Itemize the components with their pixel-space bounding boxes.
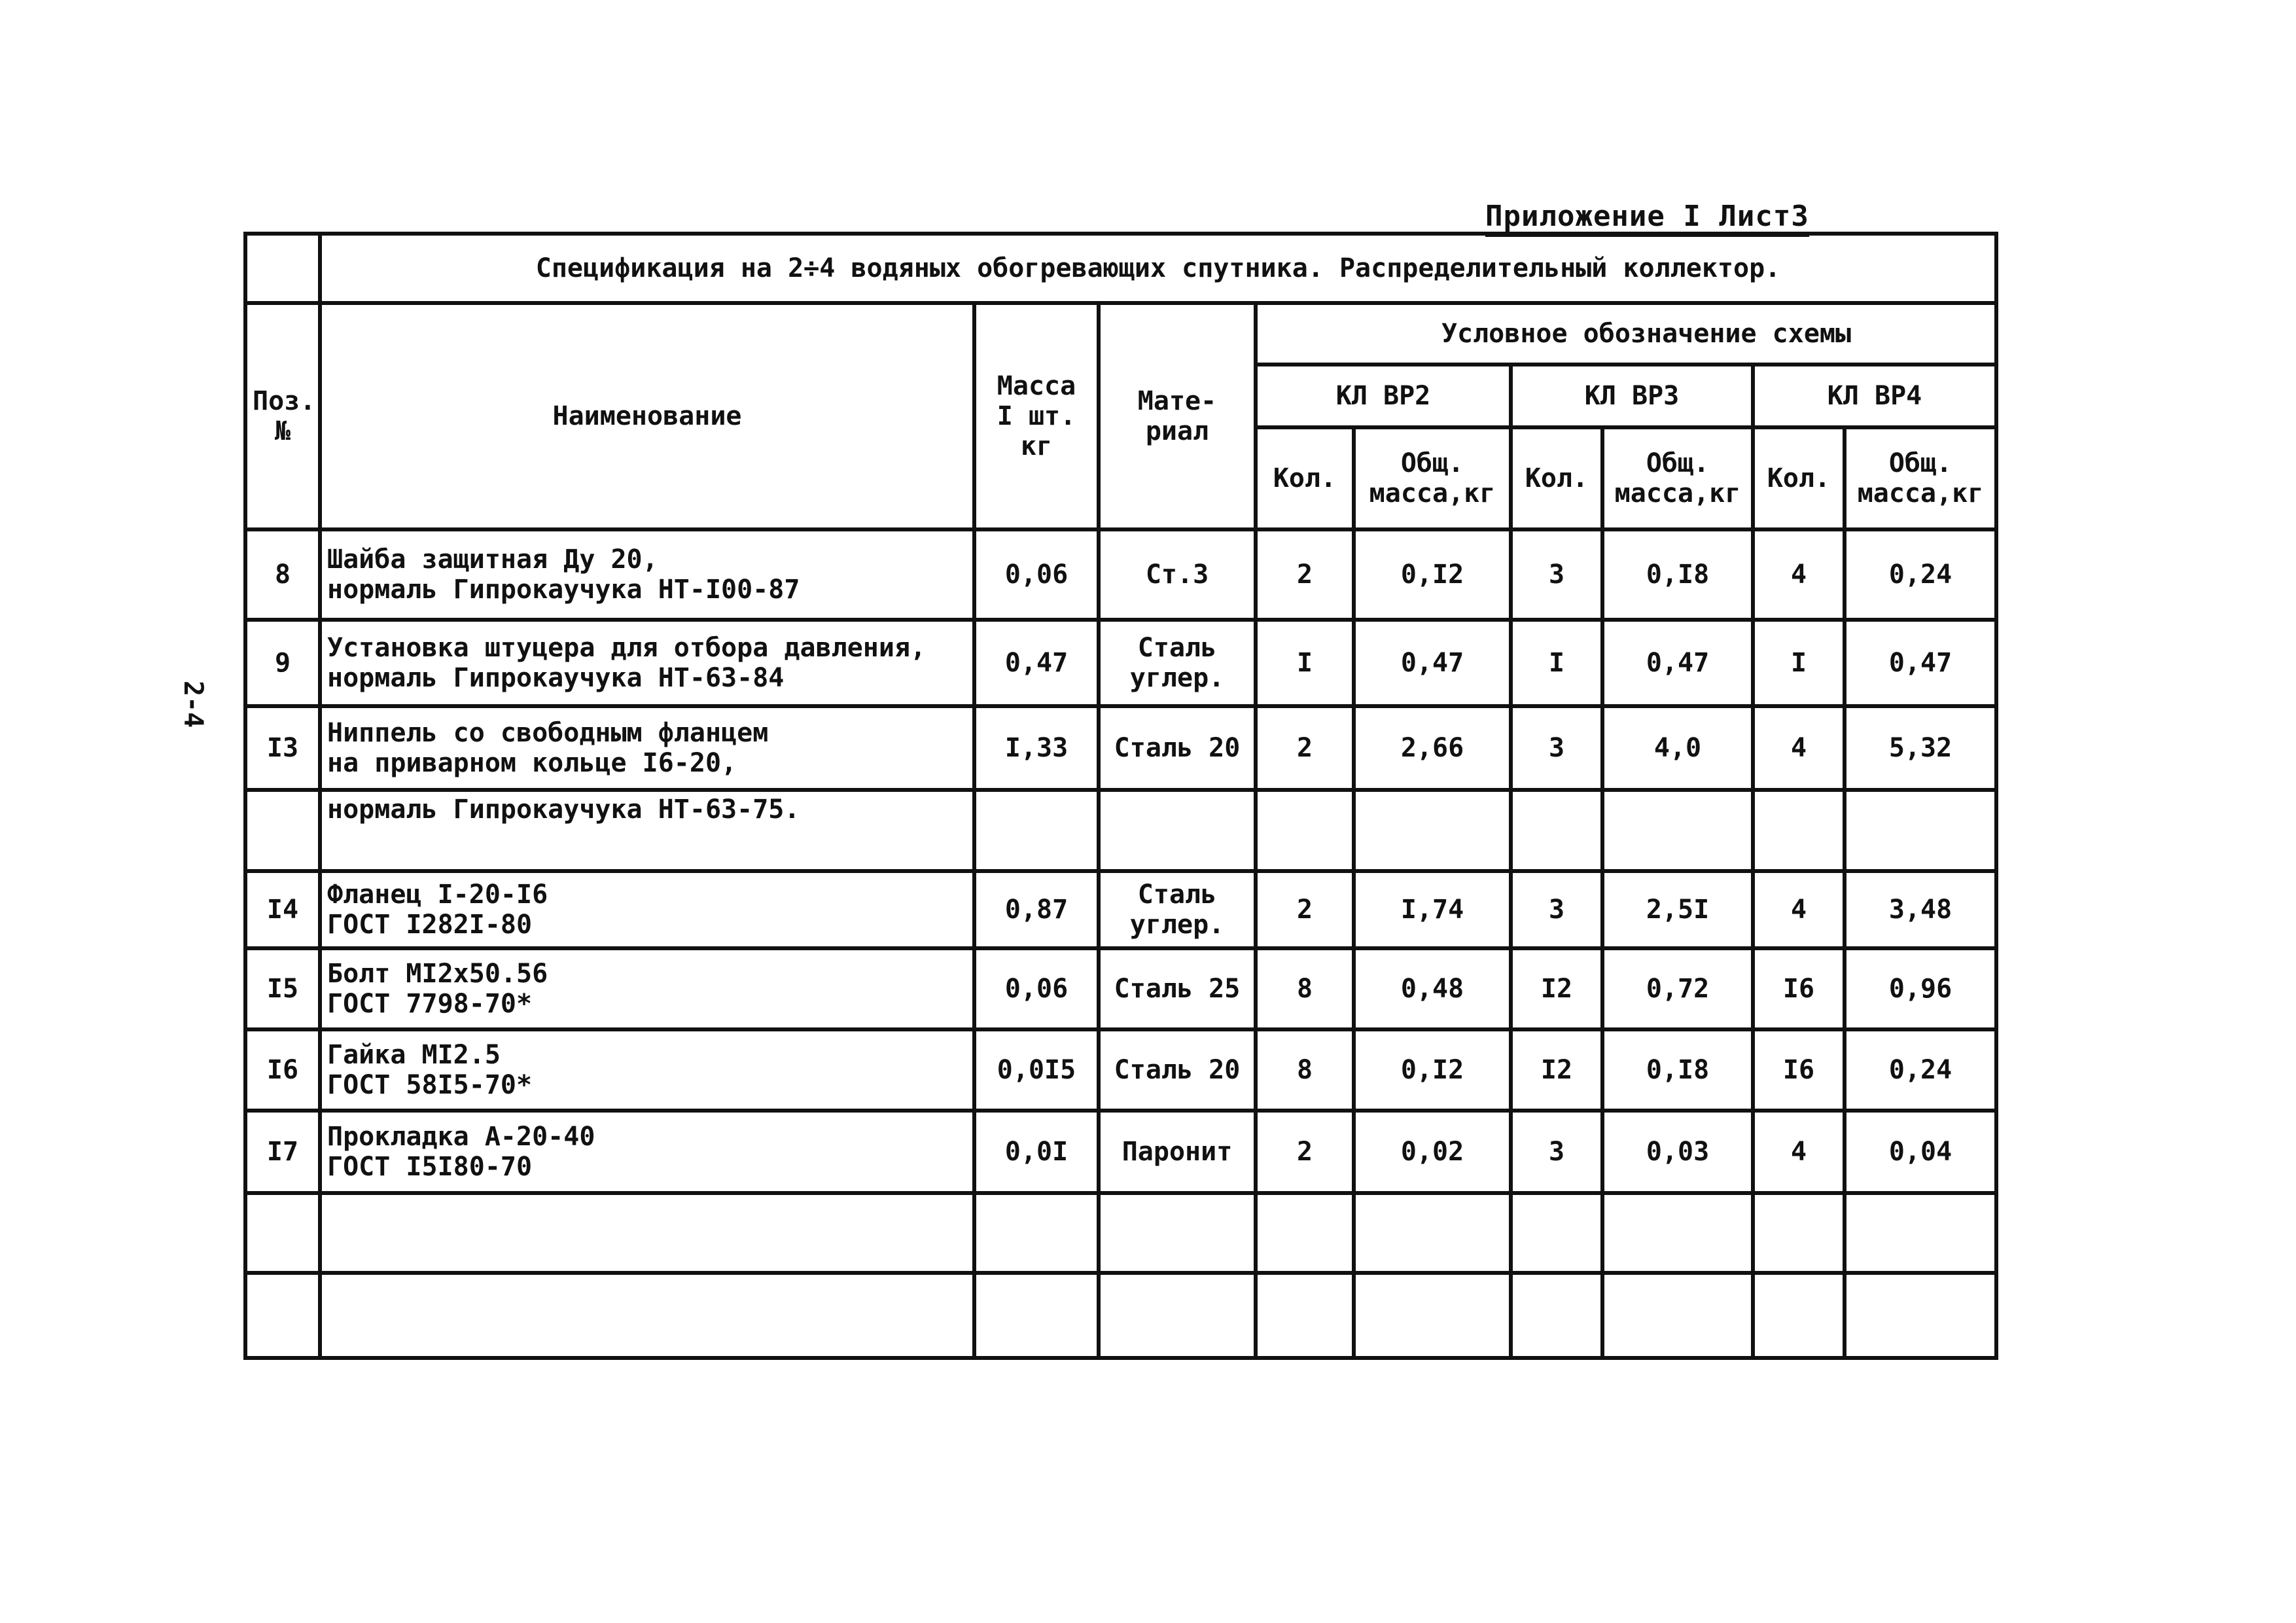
row-mass-3: 0,47 — [1845, 620, 1996, 706]
header-material: Мате- риал — [1099, 303, 1256, 529]
row-name: Шайба защитная Ду 20, нормаль Гипрокаучука НТ-I00-87 — [320, 529, 974, 620]
row-qty-1: 8 — [1256, 1029, 1354, 1111]
row-name: Гайка MI2.5 ГОСТ 58I5-70* — [320, 1029, 974, 1111]
row-mass: 0,47 — [974, 620, 1099, 706]
row-qty-2: 3 — [1511, 706, 1602, 790]
table-title: Спецификация на 2÷4 водяных обогревающих спутника. Распределительный коллектор. — [320, 234, 1996, 303]
header-qty-2: Кол. — [1511, 427, 1602, 529]
table-row — [245, 620, 1996, 706]
header-total-mass-1: Общ. масса,кг — [1354, 427, 1511, 529]
row-mass-2: 0,47 — [1602, 620, 1753, 706]
row-qty-1: 8 — [1256, 948, 1354, 1029]
table-row — [245, 1029, 1996, 1111]
empty-row — [245, 1273, 1996, 1358]
row-mass-1: 0,48 — [1354, 948, 1511, 1029]
row-name: Прокладка А-20-40 ГОСТ I5I80-70 — [320, 1111, 974, 1193]
row-mass-1: 2,66 — [1354, 706, 1511, 790]
row-qty-1: 2 — [1256, 871, 1354, 948]
row-qty-3: 4 — [1753, 529, 1845, 620]
row-mass-2: 2,5I — [1602, 871, 1753, 948]
corner-cell — [245, 234, 320, 303]
row-mass-3: 0,96 — [1845, 948, 1996, 1029]
row-qty-2: I2 — [1511, 948, 1602, 1029]
row-qty-3: 4 — [1753, 706, 1845, 790]
row-mass: 0,0I5 — [974, 1029, 1099, 1111]
row-mass: 0,87 — [974, 871, 1099, 948]
row-mass-3: 0,04 — [1845, 1111, 1996, 1193]
row-mass-3: 0,24 — [1845, 529, 1996, 620]
row-mass-1: 0,I2 — [1354, 1029, 1511, 1111]
header-total-mass-2: Общ. масса,кг — [1602, 427, 1753, 529]
row-name: Ниппель со свободным фланцем на приварном кольце I6-20, — [320, 706, 974, 790]
row-qty-2: 3 — [1511, 529, 1602, 620]
row-qty-2: 3 — [1511, 871, 1602, 948]
table-row — [245, 529, 1996, 620]
row-qty-2: I2 — [1511, 1029, 1602, 1111]
row-mass: 0,06 — [974, 948, 1099, 1029]
row-mass: I,33 — [974, 706, 1099, 790]
header-qty-3: Кол. — [1753, 427, 1845, 529]
row-name: Фланец I-20-I6 ГОСТ I282I-80 — [320, 871, 974, 948]
row-name-continuation: нормаль Гипрокаучука НТ-63-75. — [320, 790, 974, 871]
row-mass: 0,06 — [974, 529, 1099, 620]
table-row-continuation — [245, 790, 1996, 871]
row-mass-1: I,74 — [1354, 871, 1511, 948]
row-qty-2: I — [1511, 620, 1602, 706]
row-pos: I6 — [245, 1029, 320, 1111]
header-name: Наименование — [320, 303, 974, 529]
row-mass-1: 0,I2 — [1354, 529, 1511, 620]
row-mass-2: 0,I8 — [1602, 529, 1753, 620]
row-pos: 8 — [245, 529, 320, 620]
row-mass-2: 0,I8 — [1602, 1029, 1753, 1111]
empty-row — [245, 1193, 1996, 1273]
row-pos: I4 — [245, 871, 320, 948]
header-scheme: Условное обозначение схемы — [1256, 303, 1996, 365]
row-mass-3: 5,32 — [1845, 706, 1996, 790]
row-mass-1: 0,02 — [1354, 1111, 1511, 1193]
row-material: Ст.3 — [1099, 529, 1256, 620]
row-qty-1: I — [1256, 620, 1354, 706]
specification-table — [243, 232, 1998, 1360]
row-mass-3: 0,24 — [1845, 1029, 1996, 1111]
header-group-kl-vr3: КЛ ВР3 — [1511, 365, 1753, 427]
row-qty-2: 3 — [1511, 1111, 1602, 1193]
table-row — [245, 706, 1996, 790]
row-qty-1: 2 — [1256, 1111, 1354, 1193]
row-material: Сталь 20 — [1099, 706, 1256, 790]
row-name: Болт MI2x50.56 ГОСТ 7798-70* — [320, 948, 974, 1029]
header-qty-1: Кол. — [1256, 427, 1354, 529]
row-mass-1: 0,47 — [1354, 620, 1511, 706]
row-pos: I7 — [245, 1111, 320, 1193]
row-mass-3: 3,48 — [1845, 871, 1996, 948]
row-qty-3: I — [1753, 620, 1845, 706]
row-qty-1: 2 — [1256, 529, 1354, 620]
header-mass: Масса I шт. кг — [974, 303, 1099, 529]
row-material: Сталь 25 — [1099, 948, 1256, 1029]
row-qty-3: 4 — [1753, 871, 1845, 948]
row-mass: 0,0I — [974, 1111, 1099, 1193]
row-qty-3: 4 — [1753, 1111, 1845, 1193]
header-total-mass-3: Общ. масса,кг — [1845, 427, 1996, 529]
row-mass-2: 0,72 — [1602, 948, 1753, 1029]
row-name: Установка штуцера для отбора давления, нормаль Гипрокаучука НТ-63-84 — [320, 620, 974, 706]
side-margin-mark: 2-4 — [178, 681, 208, 728]
row-material: Сталь 20 — [1099, 1029, 1256, 1111]
row-material: Паронит — [1099, 1111, 1256, 1193]
row-material: Сталь углер. — [1099, 620, 1256, 706]
table-row — [245, 1111, 1996, 1193]
row-mass-2: 4,0 — [1602, 706, 1753, 790]
sheet-label: Приложение I Лист3 — [1485, 200, 1809, 237]
row-pos: I5 — [245, 948, 320, 1029]
row-pos: I3 — [245, 706, 320, 790]
table-row — [245, 948, 1996, 1029]
header-pos: Поз. № — [245, 303, 320, 529]
header-group-kl-vr2: КЛ ВР2 — [1256, 365, 1511, 427]
header-group-kl-vr4: КЛ ВР4 — [1753, 365, 1996, 427]
table-row — [245, 871, 1996, 948]
row-pos: 9 — [245, 620, 320, 706]
row-mass-2: 0,03 — [1602, 1111, 1753, 1193]
row-qty-1: 2 — [1256, 706, 1354, 790]
row-material: Сталь углер. — [1099, 871, 1256, 948]
row-qty-3: I6 — [1753, 1029, 1845, 1111]
row-qty-3: I6 — [1753, 948, 1845, 1029]
